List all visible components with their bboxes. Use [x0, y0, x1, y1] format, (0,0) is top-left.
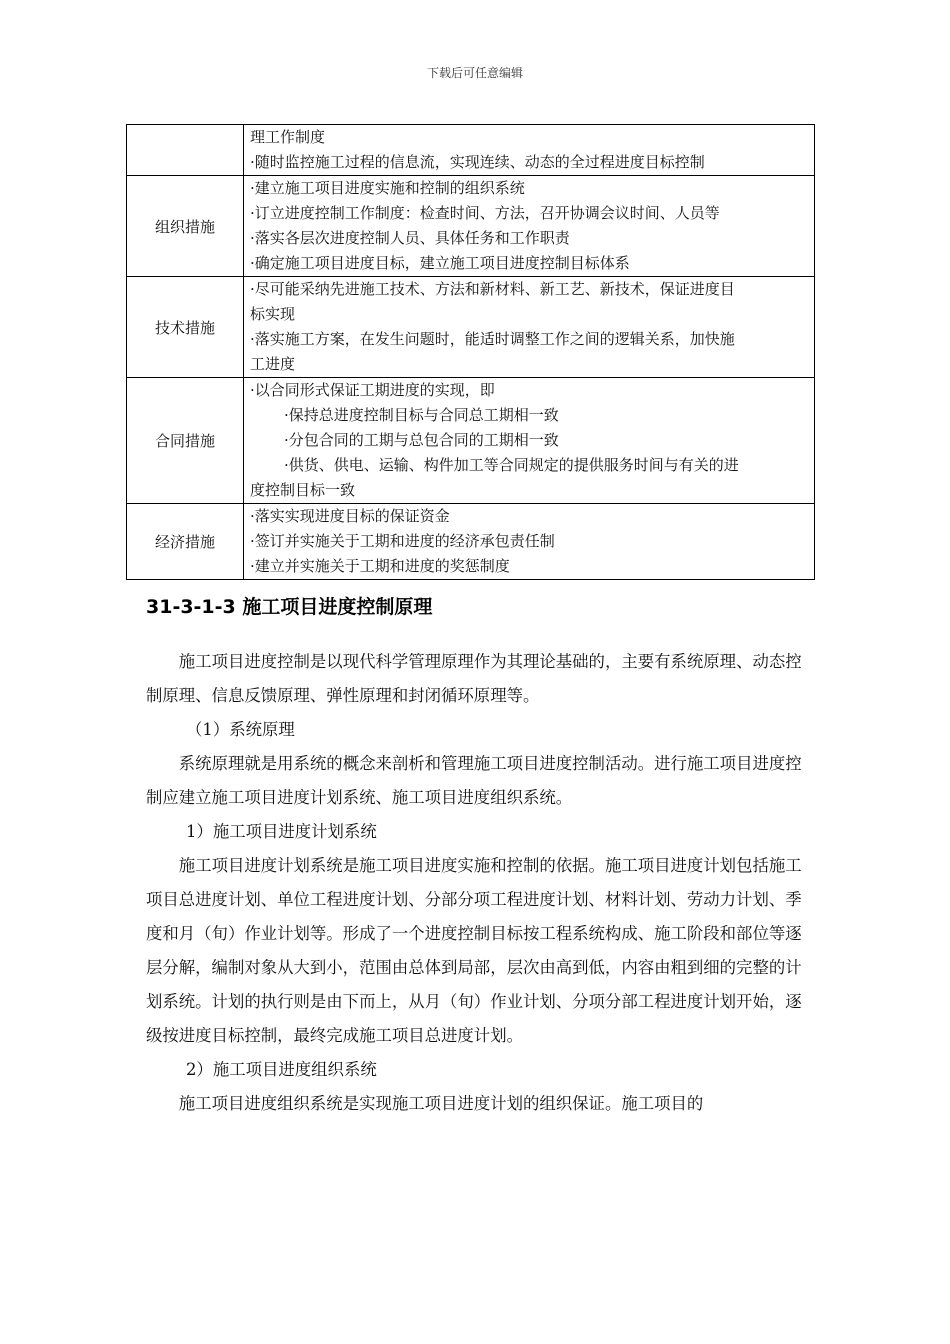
measure-line: 度控制目标一致 [250, 481, 356, 499]
measure-line: ·保持总进度控制目标与合同总工期相一致 [284, 406, 559, 424]
measure-line: ·随时监控施工过程的信息流，实现连续、动态的全过程进度目标控制 [250, 153, 705, 171]
measure-category: 经济措施 [127, 504, 244, 580]
measure-line: ·落实实现进度目标的保证资金 [250, 507, 450, 525]
measure-line: ·签订并实施关于工期和进度的经济承包责任制 [250, 532, 555, 550]
measure-line: 标实现 [250, 305, 296, 323]
measure-row [127, 176, 815, 277]
measure-line: ·落实施工方案，在发生问题时，能适时调整工作之间的逻辑关系，加快施 [250, 330, 735, 348]
measure-line: ·分包合同的工期与总包合同的工期相一致 [284, 431, 559, 449]
measure-content [244, 504, 815, 580]
measure-row [127, 125, 815, 176]
measure-line: ·订立进度控制工作制度：检查时间、方法，召开协调会议时间、人员等 [250, 204, 720, 222]
subheading: （1）系统原理 [186, 720, 295, 739]
measure-line: ·尽可能采纳先进施工技术、方法和新材料、新工艺、新技术，保证进度目 [250, 280, 735, 298]
paragraph: 施工项目进度组织系统是实现施工项目进度计划的组织保证。施工项目的 [178, 1094, 704, 1113]
measure-line: ·确定施工项目进度目标，建立施工项目进度控制目标体系 [250, 254, 630, 272]
measure-line: ·供货、供电、运输、构件加工等合同规定的提供服务时间与有关的进 [284, 456, 739, 474]
body-text [146, 645, 808, 1121]
measure-content [244, 125, 815, 176]
subheading: 2）施工项目进度组织系统 [186, 1060, 377, 1079]
measure-category: 技术措施 [127, 277, 244, 378]
paragraph: 施工项目进度控制是以现代科学管理原理作为其理论基础的，主要有系统原理、动态控制原理、信息反馈原理、弹性原理和封闭循环原理等。 [146, 652, 802, 705]
measure-row [127, 504, 815, 580]
measure-line: ·落实各层次进度控制人员、具体任务和工作职责 [250, 229, 570, 247]
paragraph: 系统原理就是用系统的概念来剖析和管理施工项目进度控制活动。进行施工项目进度控制应建立施工项目进度计划系统、施工项目进度组织系统。 [146, 754, 802, 807]
measure-row [127, 277, 815, 378]
measure-category [127, 125, 244, 176]
subheading: 1）施工项目进度计划系统 [186, 822, 377, 841]
measure-content [244, 176, 815, 277]
page-header-note: 下载后可任意编辑 [426, 66, 523, 80]
section-title: 31-3-1-3 施工项目进度控制原理 [146, 596, 433, 618]
measure-content [244, 277, 815, 378]
measure-line: ·建立并实施关于工期和进度的奖惩制度 [250, 557, 510, 575]
paragraph: 施工项目进度计划系统是施工项目进度实施和控制的依据。施工项目进度计划包括施工项目总进度计划、单位工程进度计划、分部分项工程进度计划、材料计划、劳动力计划、季度和月（旬）作业计划等。形成了一个进度控制目标按工程系统构成、施工阶段和部位等逐层分解，编制对象从大到小，范围由总体到局部，层次由高到低，内容由粗到细的完整的计划系统。计划的执行则是由下而上，从月（旬）作业计划、分项分部工程进度计划开始，逐级按进度目标控制，最终完成施工项目总进度计划。 [146, 856, 802, 1045]
measure-category: 合同措施 [127, 378, 244, 504]
measure-row [127, 378, 815, 504]
measure-category: 组织措施 [127, 176, 244, 277]
progress-control-measures-table [126, 124, 815, 580]
measure-content [244, 378, 815, 504]
measure-line: ·以合同形式保证工期进度的实现，即 [250, 381, 495, 399]
measure-line: 工进度 [250, 355, 296, 373]
measure-line: 理工作制度 [250, 128, 326, 146]
measure-line: ·建立施工项目进度实施和控制的组织系统 [250, 179, 525, 197]
